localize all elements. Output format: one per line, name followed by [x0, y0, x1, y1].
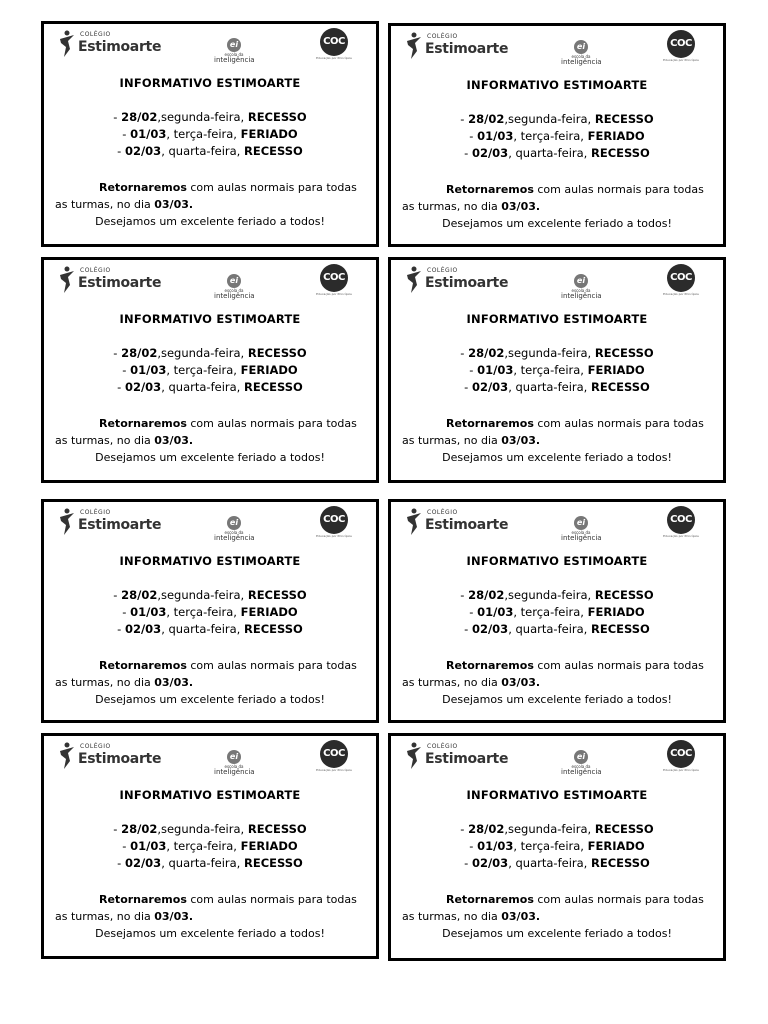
dates-list [44, 821, 376, 872]
ei-logo [561, 268, 601, 298]
notice-card [388, 23, 726, 247]
return-paragraph: Retornaremos com aulas normais para todas as turmas, no dia 03/03. [55, 417, 357, 447]
ei-mark: ei [227, 750, 241, 764]
logo-brand-text: Estimoarte [78, 275, 162, 291]
coc-mark: COC [320, 28, 348, 56]
dates-list [391, 345, 723, 396]
ei-small-text: escola da [571, 54, 591, 59]
logo-colegio-text: COLÉGIO [80, 509, 111, 516]
estimoarte-logo [58, 507, 168, 537]
notice-title: INFORMATIVO ESTIMOARTE [466, 788, 648, 802]
ei-logo [561, 744, 601, 774]
notice-card [388, 733, 726, 961]
ei-mark: ei [227, 516, 241, 530]
closing-line: Desejamos um excelente feriado a todos! [95, 451, 325, 464]
ei-name-text: inteligência [561, 292, 602, 300]
date-line: - 28/02,segunda-feira, RECESSO [460, 588, 654, 602]
ei-mark: ei [574, 516, 588, 530]
ei-small-text: escola da [224, 288, 244, 293]
dates-list [391, 587, 723, 638]
closing-line: Desejamos um excelente feriado a todos! [95, 693, 325, 706]
date-line: - 01/03, terça-feira, FERIADO [469, 129, 645, 143]
notice-card [41, 499, 379, 723]
notice-card [388, 257, 726, 483]
return-paragraph: Retornaremos com aulas normais para todas as turmas, no dia 03/03. [402, 183, 704, 213]
date-line: - 01/03, terça-feira, FERIADO [469, 363, 645, 377]
dancer-icon [405, 31, 423, 61]
coc-logo [663, 506, 699, 542]
closing-line: Desejamos um excelente feriado a todos! [442, 451, 672, 464]
ei-logo [214, 744, 254, 774]
dates-list [44, 345, 376, 396]
coc-logo [663, 740, 699, 776]
coc-sub-text: Educação por Princípios [663, 768, 699, 772]
ei-small-text: escola da [571, 288, 591, 293]
coc-sub-text: Educação por Princípios [663, 292, 699, 296]
closing-line: Desejamos um excelente feriado a todos! [442, 693, 672, 706]
coc-sub-text: Educação por Princípios [663, 534, 699, 538]
coc-mark: COC [320, 264, 348, 292]
logo-brand-text: Estimoarte [78, 751, 162, 767]
notice-title: INFORMATIVO ESTIMOARTE [466, 78, 648, 92]
date-line: - 01/03, terça-feira, FERIADO [122, 127, 298, 141]
estimoarte-logo [405, 265, 515, 295]
notice-title: INFORMATIVO ESTIMOARTE [466, 312, 648, 326]
date-line: - 28/02,segunda-feira, RECESSO [113, 110, 307, 124]
ei-small-text: escola da [571, 530, 591, 535]
date-line: - 02/03, quarta-feira, RECESSO [464, 856, 650, 870]
notice-card [41, 733, 379, 959]
date-line: - 02/03, quarta-feira, RECESSO [117, 622, 303, 636]
coc-logo [316, 506, 352, 542]
ei-name-text: inteligência [561, 768, 602, 776]
date-line: - 02/03, quarta-feira, RECESSO [117, 856, 303, 870]
estimoarte-logo [58, 265, 168, 295]
estimoarte-logo [405, 741, 515, 771]
date-line: - 01/03, terça-feira, FERIADO [469, 839, 645, 853]
coc-sub-text: Educação por Princípios [316, 768, 352, 772]
ei-name-text: inteligência [561, 58, 602, 66]
notice-card [41, 21, 379, 247]
dancer-icon [58, 265, 76, 295]
ei-mark: ei [227, 38, 241, 52]
closing-line: Desejamos um excelente feriado a todos! [442, 217, 672, 230]
return-paragraph: Retornaremos com aulas normais para todas as turmas, no dia 03/03. [402, 417, 704, 447]
ei-small-text: escola da [224, 764, 244, 769]
logo-brand-text: Estimoarte [78, 39, 162, 55]
ei-mark: ei [574, 40, 588, 54]
ei-name-text: inteligência [214, 534, 255, 542]
coc-mark: COC [320, 740, 348, 768]
closing-line: Desejamos um excelente feriado a todos! [442, 927, 672, 940]
date-line: - 01/03, terça-feira, FERIADO [122, 839, 298, 853]
ei-logo [561, 34, 601, 64]
logo-brand-text: Estimoarte [425, 41, 509, 57]
logo-brand-text: Estimoarte [78, 517, 162, 533]
estimoarte-logo [405, 31, 515, 61]
coc-logo [316, 740, 352, 776]
dates-list [44, 587, 376, 638]
coc-sub-text: Educação por Princípios [316, 292, 352, 296]
ei-mark: ei [227, 274, 241, 288]
date-line: - 28/02,segunda-feira, RECESSO [460, 822, 654, 836]
logo-colegio-text: COLÉGIO [427, 33, 458, 40]
notice-title: INFORMATIVO ESTIMOARTE [119, 76, 301, 90]
date-line: - 28/02,segunda-feira, RECESSO [113, 822, 307, 836]
dancer-icon [58, 741, 76, 771]
coc-sub-text: Educação por Princípios [316, 534, 352, 538]
ei-mark: ei [574, 274, 588, 288]
dates-list [391, 111, 723, 162]
ei-name-text: inteligência [214, 292, 255, 300]
return-paragraph: Retornaremos com aulas normais para todas as turmas, no dia 03/03. [55, 659, 357, 689]
logo-colegio-text: COLÉGIO [427, 743, 458, 750]
ei-name-text: inteligência [214, 56, 255, 64]
logo-colegio-text: COLÉGIO [80, 267, 111, 274]
closing-line: Desejamos um excelente feriado a todos! [95, 927, 325, 940]
ei-logo [214, 268, 254, 298]
logo-colegio-text: COLÉGIO [427, 267, 458, 274]
logo-brand-text: Estimoarte [425, 751, 509, 767]
return-paragraph: Retornaremos com aulas normais para todas as turmas, no dia 03/03. [55, 893, 357, 923]
return-paragraph: Retornaremos com aulas normais para todas as turmas, no dia 03/03. [55, 181, 357, 211]
dates-list [44, 109, 376, 160]
estimoarte-logo [58, 741, 168, 771]
dancer-icon [405, 507, 423, 537]
return-paragraph: Retornaremos com aulas normais para todas as turmas, no dia 03/03. [402, 893, 704, 923]
coc-logo [316, 264, 352, 300]
dancer-icon [405, 265, 423, 295]
ei-logo [214, 510, 254, 540]
date-line: - 02/03, quarta-feira, RECESSO [464, 622, 650, 636]
notice-card [41, 257, 379, 483]
date-line: - 01/03, terça-feira, FERIADO [469, 605, 645, 619]
estimoarte-logo [58, 29, 168, 59]
dancer-icon [58, 507, 76, 537]
date-line: - 02/03, quarta-feira, RECESSO [464, 380, 650, 394]
coc-mark: COC [667, 30, 695, 58]
date-line: - 28/02,segunda-feira, RECESSO [113, 346, 307, 360]
ei-mark: ei [574, 750, 588, 764]
date-line: - 01/03, terça-feira, FERIADO [122, 363, 298, 377]
ei-logo [561, 510, 601, 540]
notice-title: INFORMATIVO ESTIMOARTE [119, 554, 301, 568]
coc-mark: COC [320, 506, 348, 534]
coc-mark: COC [667, 264, 695, 292]
coc-logo [663, 264, 699, 300]
coc-logo [663, 30, 699, 66]
closing-line: Desejamos um excelente feriado a todos! [95, 215, 325, 228]
dancer-icon [58, 29, 76, 59]
ei-small-text: escola da [224, 530, 244, 535]
date-line: - 28/02,segunda-feira, RECESSO [113, 588, 307, 602]
coc-mark: COC [667, 740, 695, 768]
notice-title: INFORMATIVO ESTIMOARTE [119, 312, 301, 326]
date-line: - 02/03, quarta-feira, RECESSO [117, 380, 303, 394]
ei-small-text: escola da [571, 764, 591, 769]
coc-sub-text: Educação por Princípios [663, 58, 699, 62]
coc-logo [316, 28, 352, 64]
date-line: - 02/03, quarta-feira, RECESSO [464, 146, 650, 160]
ei-logo [214, 32, 254, 62]
logo-colegio-text: COLÉGIO [80, 31, 111, 38]
logo-colegio-text: COLÉGIO [80, 743, 111, 750]
dancer-icon [405, 741, 423, 771]
logo-brand-text: Estimoarte [425, 275, 509, 291]
ei-name-text: inteligência [561, 534, 602, 542]
estimoarte-logo [405, 507, 515, 537]
date-line: - 02/03, quarta-feira, RECESSO [117, 144, 303, 158]
date-line: - 28/02,segunda-feira, RECESSO [460, 112, 654, 126]
ei-small-text: escola da [224, 52, 244, 57]
coc-sub-text: Educação por Princípios [316, 56, 352, 60]
coc-mark: COC [667, 506, 695, 534]
notice-title: INFORMATIVO ESTIMOARTE [466, 554, 648, 568]
notice-title: INFORMATIVO ESTIMOARTE [119, 788, 301, 802]
ei-name-text: inteligência [214, 768, 255, 776]
logo-colegio-text: COLÉGIO [427, 509, 458, 516]
date-line: - 28/02,segunda-feira, RECESSO [460, 346, 654, 360]
date-line: - 01/03, terça-feira, FERIADO [122, 605, 298, 619]
logo-brand-text: Estimoarte [425, 517, 509, 533]
return-paragraph: Retornaremos com aulas normais para todas as turmas, no dia 03/03. [402, 659, 704, 689]
notice-card [388, 499, 726, 723]
dates-list [391, 821, 723, 872]
